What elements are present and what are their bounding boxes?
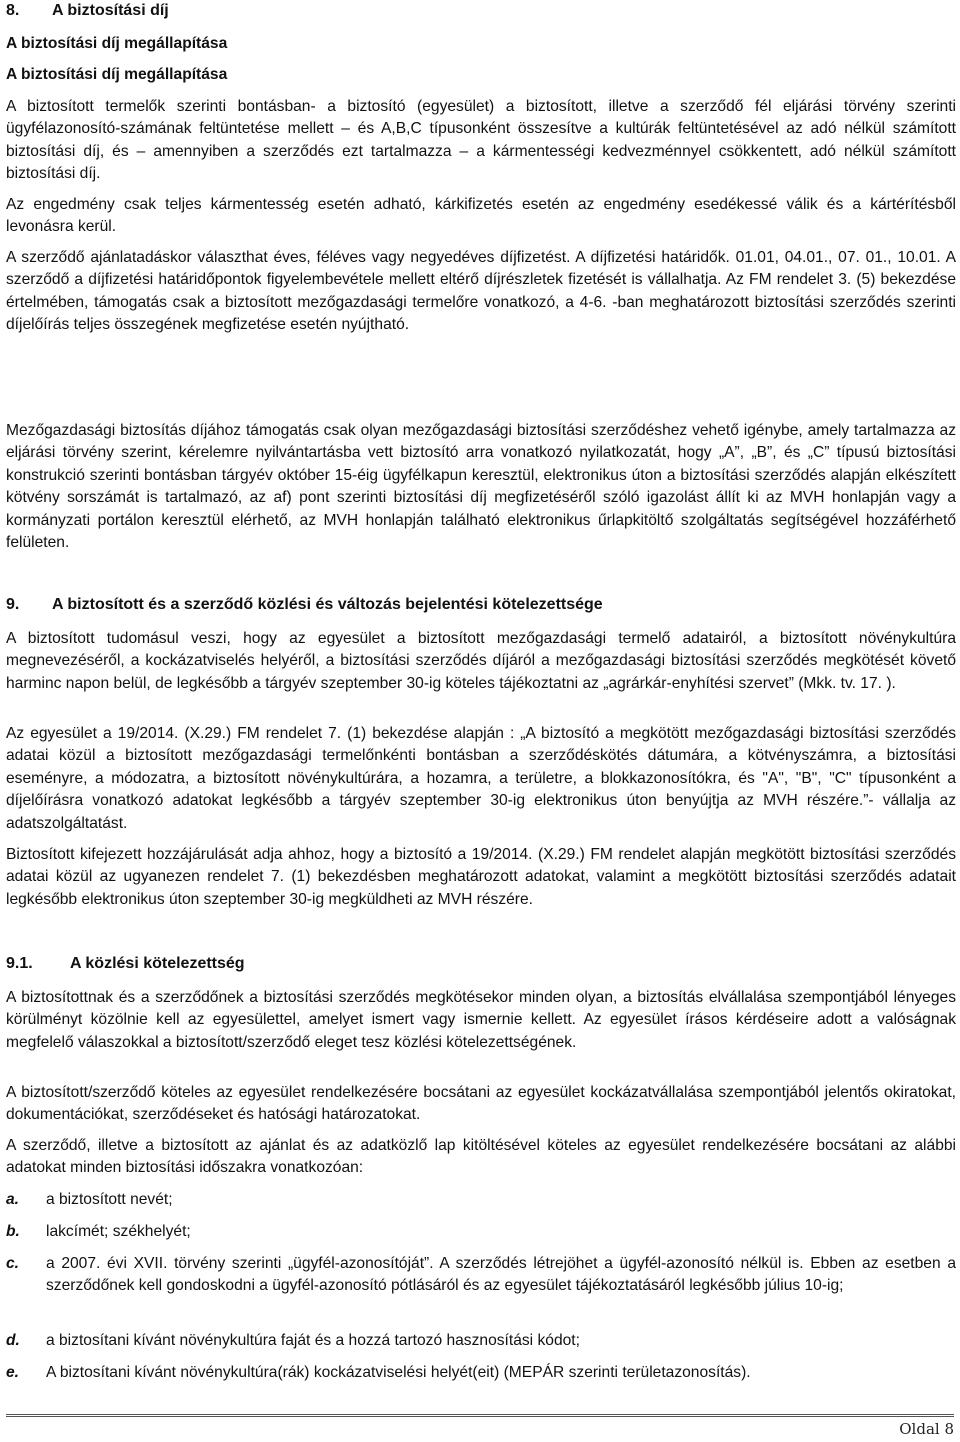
list-item-text: a biztosított nevét; [46,1191,173,1208]
section-number: 9.1. [6,955,33,972]
paragraph: Az egyesület a 19/2014. (X.29.) FM rendelet 7. (1) bekezdése alapján : „A biztosító a megkötött mezőgazdasági biztosítási szerződés adatai közül a biztosított mezőgazdasági termelőnkénti bontásban a szerződéskötés dátumára, a kötvényszámra, a biztosítási eseményre, a módozatra, a biztosított növénykultúrára, a hozamra, a területre, a blokkazonosítókra, és "A", "B", "C" típusonként a díjelőírásra vonatkozó adatokat legkésőbb a tárgyév szeptember 30-ig elektronikus úton benyújtja az MVH részére.”- vállalja az adatszolgáltatást. [6,725,956,832]
subheading-2: A biztosítási díj megállapítása [6,66,228,83]
paragraph: A szerződő ajánlatadáskor választhat éves, féléves vagy negyedéves díjfizetést. A díjfizetési határidők. 01.01, 04.01., 07. 01., 10.01. A szerződő a díjfizetési határidőpontok figyelembevétele mellett eltérő díjrészletek fizetését is vállalhatja. Az FM rendelet 3. (5) bekezdése értelmében, támogatás csak a biztosított mezőgazdasági termelőre vonatkozó, a 4-6. -ban meghatározott biztosítási szerződés szerinti díjelőírás teljes összegének megfizetése esetén nyújtható. [6,249,956,334]
list-item-text: A biztosítani kívánt növénykultúra(rák) kockázatviselési helyét(eit) (MEPÁR szerinti területazonosítás). [46,1364,751,1381]
list-item-text: a 2007. évi XVII. törvény szerinti „ügyfél-azonosítóját”. A szerződés létrejöhet a ügyfél-azonosító nélkül is. Ebben az esetben a szerződőnek kell gondoskodni a ügyfél-azonosító pótlásáról és az egyesület tájékoztatásáról legkésőbb július 10-ig; [46,1255,956,1295]
list-item [6,1330,956,1352]
paragraph: Mezőgazdasági biztosítás díjához támogatás csak olyan mezőgazdasági biztosítási szerződéshez vehető igénybe, amely tartalmazza az eljárási törvény szerint, kérelemre nyilvántartásba vett biztosító arra vonatkozó nyilatkozatát, hogy „A”, „B”, és „C” típusú biztosítási konstrukció szerinti bontásban tárgyév október 15-éig ügyfélkapun keresztül, elektronikus úton a biztosítási szerződés alapján elkészített kötvény sorszámát is tartalmazó, az af) pont szerinti biztosítási díj megfizetéséről szóló igazolást állít ki az MVH honlapján vagy a kormányzati portálon keresztül elérhető, az MVH honlapján található elektronikus űrlapkitöltő szolgáltatás segítségével hozzáférhető felületen. [6,422,956,552]
list-item [6,1221,956,1243]
list-item-label: d. [6,1332,20,1349]
list-item [6,1362,956,1384]
paragraph: A biztosított tudomásul veszi, hogy az egyesület a biztosított mezőgazdasági termelő adatairól, a biztosított növénykultúra megnevezéséről, a kockázatviselés helyéről, a biztosítási szerződés díjáról a mezőgazdasági biztosítási szerződés megkötését követő harminc napon belül, de legkésőbb a tárgyév szeptember 30-ig köteles tájékoztatni az „agrárkár-enyhítési szervet” (Mkk. tv. 17. ). [6,630,956,692]
section-8-heading [6,2,169,20]
subheading-1: A biztosítási díj megállapítása [6,35,228,52]
page-number: Oldal 8 [899,1420,954,1438]
paragraph: Az engedmény csak teljes kármentesség esetén adható, kárkifizetés esetén az engedmény esedékessé válik és a kártérítésből levonásra kerül. [6,196,956,236]
footer-divider [6,1414,954,1417]
section-title: A biztosított és a szerződő közlési és változás bejelentési kötelezettsége [52,596,603,613]
section-9-1-heading [6,955,245,973]
section-number: 8. [6,2,20,19]
paragraph: A biztosított/szerződő köteles az egyesület rendelkezésére bocsátani az egyesület kockázatvállalása szempontjából jelentős okiratokat, dokumentációkat, szerződéseket és hatósági határozatokat. [6,1084,956,1124]
list-item-text: a biztosítani kívánt növénykultúra faját és a hozzá tartozó hasznosítási kódot; [46,1332,580,1349]
paragraph: A biztosítottnak és a szerződőnek a biztosítási szerződés megkötésekor minden olyan, a biztosítás elvállalása szempontjából lényeges körülményt közölnie kell az egyesülettel, amelyet ismert vagy ismernie kellett. Az egyesület írásos kérdéseire adott a valóságnak megfelelő válaszokkal a biztosított/szerződő eleget tesz közlési kötelezettségének. [6,989,956,1051]
section-number: 9. [6,596,20,613]
paragraph: A biztosított termelők szerinti bontásban- a biztosító (egyesület) a biztosított, illetve a szerződő fél eljárási törvény szerinti ügyfélazonosító-számának feltüntetése mellett – és A,B,C típusonként összesítve a kultúrák feltüntetésével az adó nélkül számított biztosítási díj, és – amennyiben a szerződés ezt tartalmazza – a kármentességi kedvezménnyel csökkentett, adó nélkül számított biztosítási díj. [6,98,956,183]
list-item-label: b. [6,1223,20,1240]
section-title: A közlési kötelezettség [70,955,245,972]
paragraph: A szerződő, illetve a biztosított az ajánlat és az adatközlő lap kitöltésével köteles az egyesület rendelkezésére bocsátani az alábbi adatokat minden biztosítási időszakra vonatkozóan: [6,1137,956,1177]
list-item-label: a. [6,1191,20,1208]
paragraph: Biztosított kifejezett hozzájárulását adja ahhoz, hogy a biztosító a 19/2014. (X.29.) FM rendelet alapján megkötött biztosítási szerződés adatai közül az ugyanezen rendelet 7. (1) bekezdésben meghatározott adatokat, valamint a megkötött biztosítási szerződés adatait legkésőbb elektronikus úton szeptember 30-ig megküldheti az MVH részére. [6,846,956,908]
section-title: A biztosítási díj [52,2,169,19]
list-item-label: e. [6,1364,20,1381]
section-9-heading [6,596,603,614]
list-item [6,1189,956,1211]
list-item-text: lakcímét; székhelyét; [46,1223,191,1240]
list-item-label: c. [6,1255,20,1272]
list-item [6,1253,956,1298]
